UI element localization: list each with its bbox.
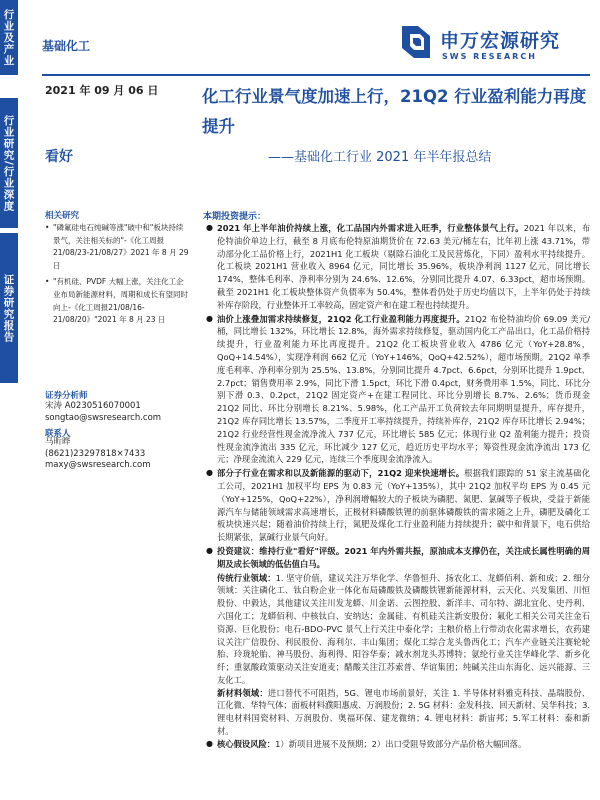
- contact-phone: (8621)23297818×7433: [45, 448, 146, 459]
- analyst-title: 证券分析师: [45, 391, 88, 401]
- point-body: 21Q2 布伦特油均价 69.09 美元/桶，同比增长 132%，环比增长 12.8%，海外需求持续修复，驱动国内化工产品出口，化工品价格持续提升，行业盈利能力环比再度提升。21Q2 化工板块营业收入 4786 亿元（YoY+28.8%，QoQ+14.54%），实现净利润 662 亿元（YoY+146%，QoQ+42.52%），超市场预期。21Q2 单季度毛利率、净利率分别为 25.5%、13.8%，分别同比提升 4.7pct、6.6pct，分别环比提升 1.9pct、2.7pct；销售费用率 2.9%，同比下滑 1.5pct，环比下滑 0.4pct，财务费用率 1.5%，同比、环比分别下滑 0.3、0.2pct，21Q2 固定资产+在建工程同比、环比分别增长 8.7%、2.6%；货币现金 21Q2 同比、环比分别增长 8.21%、5.98%，化工产品开工负荷较去年同期明显提升，库存提升，21Q2 库存同比增长 13.57%，二季度开工率持续提升，持续补库存，21Q2 库存环比增长 2.94%；21Q2 行业经营性现金流净流入 737 亿元，环比增长 585 亿元；体现行业 Q2 盈利能力提升；投资性现金流净流出 335 亿元，环比减少 127 亿元，趋近历史平均水平；筹资性现金流净流出 173 亿元；净现金流流入 229 亿元，连续三个季度现金流净流入。: [217, 313, 591, 465]
- point-body: 根据我们跟踪的 51 家主流基础化工公司，2021H1 加权平均 EPS 为 0.83 元（YoY+135%），其中 21Q2 加权平均 EPS 为 0.45 元（YoY+125%，QoQ+22%），净利润增幅较大的子板块为磷肥、氮肥、氯碱等子板块，受益于新能源汽车与储能领域需求高速增长，正极材料磷酸铁锂的前驱体磷酸铁的需求随之上升，磷肥及磷化工板块快速兴起；随着油价持续上行，氮肥及煤化工行业盈利能力持续提升；碳中和背景下，电石供给长期紧张，氯碱行业景气向好。: [217, 468, 590, 543]
- subpoint-headline: 新材料领域：: [217, 687, 268, 698]
- analyst-info: [45, 401, 195, 424]
- report-date: 2021 年 09 月 06 日: [45, 84, 159, 97]
- investment-tips-title: 本期投资提示：: [203, 212, 267, 222]
- sidebar-section-research-type: 行业研究/行业深度: [0, 98, 18, 228]
- related-research-item[interactable]: • "有机硅、PVDF 大幅上涨，关注化工企业布局新能源材料，周期和成长有望同时向上-《化工周报21/08/16-21/08/20》"2021 年 8 月 23 日: [45, 276, 190, 326]
- report-subtitle: ——基础化工行业 2021 年半年报总结: [268, 150, 492, 165]
- investment-point: [203, 738, 590, 751]
- point-headline: 2021 年上半年油价持续上涨，化工品国内外需求进入旺季，行业整体景气上行。: [217, 223, 524, 233]
- subpoint-body: 1. 坚守价值，建议关注万华化学、华鲁恒升、扬农化工、龙蟒佰利、新和成；2. 细分领域：关注磷化工、钛白粉企业一体化布局磷酸铁及磷酸铁锂新能源材料，云天化、兴发集团、川恒股份、中毅达，其他建议关注川发龙蟒、川金诺、云图控股、新洋丰、司尔特、湖北宜化、史丹利、六国化工；龙蟒佰利、中核钛白、安纳达；金属硅、有机硅关注新安股份；氟化工相关公司关注金石资源、巨化股份；电石-BDO-PVC 景气上行关注中泰化学；主粮价格上行带动农化需求增长，农药建议关注广信股份、利民股份、海利尔、丰山集团；煤化工综合龙头鲁西化工；汽车产业链关注赛轮轮胎、玲珑轮胎、神马股份、海利得、阳谷华泰；减水剂龙头苏博特；氨纶行业关注华峰化学、新乡化纤；重氨酸政策驱动关注安道麦；醋酸关注江苏索普、华谊集团；纯碱关注山东海化、远兴能源、三友化工。: [217, 572, 590, 685]
- left-sidebar: [0, 0, 18, 800]
- rating-label: 看好: [45, 149, 73, 165]
- point-body: 1）新项目进展不及预期；2）出口受阻导致部分产品价格大幅回落。: [275, 738, 527, 749]
- investment-point: [203, 545, 590, 571]
- investment-points: [203, 222, 590, 752]
- point-headline: 油价上涨叠加需求持续修复，21Q2 化工行业盈利能力再度提升。: [217, 313, 465, 324]
- logo-name-en: SWS RESEARCH: [442, 52, 537, 61]
- related-research-item[interactable]: • "磷氟硅电石纯碱等涨"破中和"板块持续景气，关注相关标的"-《化工周报21/08/23-21/08/27》2021 年 8 月 29 日: [45, 222, 190, 272]
- sidebar-section-industry: 行业及产业: [0, 0, 18, 75]
- logo-name-cn: 申万宏源研究: [440, 30, 561, 52]
- bullet-icon: ●: [206, 313, 213, 323]
- contact-title: 联系人: [45, 429, 71, 439]
- investment-point: [203, 313, 590, 467]
- related-research-list: [45, 222, 190, 331]
- analyst-email[interactable]: songtao@swsresearch.com: [45, 412, 162, 423]
- investment-point: [203, 222, 590, 312]
- contact-name: 马昕晔: [45, 437, 71, 447]
- point-body: 2021 年以来，布伦特油价单边上行，截至 8 月底布伦特原油期货价在 72.63 美元/桶左右，比年初上涨 43.71%，带动部分化工品价格上行，2021H1 化工板块（剔除石油化工及民营炼化，下同）盈利水平持续提升。化工板块 2021H1 营业收入 8964 亿元，同比增长 35.96%，板块净利润 1127 亿元，同比增长 174%，整体毛利率、净利率分别为 24.6%、12.6%，分别同比提升 4.07、6.33pct，超市场预期。截至 2021H1 化工板块整体资产负债率为 50.4%，整体看仍处于历史均值以下，上半年仍处于持续补库存阶段，行业整体开工率较高，固定资产和在建工程也持续提升。: [217, 223, 590, 310]
- point-headline: 部分子行业在需求和以及新能源的驱动下，21Q2 迎来快速增长。: [217, 468, 465, 479]
- analyst-name-cert: 宋涛 A0230516070001: [45, 401, 141, 411]
- subpoint-headline: 传统行业领域：: [217, 572, 276, 583]
- bullet-icon: ●: [206, 738, 213, 748]
- header-divider: [42, 74, 590, 76]
- point-headline: 核心假设风险：: [217, 738, 276, 749]
- sector-label: 基础化工: [42, 39, 91, 53]
- bullet-icon: ●: [206, 223, 213, 232]
- investment-subpoint: [203, 687, 590, 738]
- investment-subpoint: [203, 572, 590, 687]
- bullet-icon: ●: [206, 545, 213, 555]
- sws-logo-icon: [398, 22, 434, 62]
- sidebar-section-report: 证券研究报告: [0, 233, 18, 383]
- point-headline: 投资建议：维持行业"看好"评级。2021 年内外需共振，原油成本支撑仍在，关注成长属性明确的周期及成长领域的低估值白马。: [217, 545, 590, 569]
- investment-point: [203, 467, 590, 544]
- contact-info: [45, 437, 195, 472]
- bullet-icon: ●: [206, 468, 213, 478]
- report-title: 化工行业景气度加速上行，21Q2 行业盈利能力再度提升: [202, 87, 587, 136]
- related-research-title: 相关研究: [45, 211, 80, 221]
- subpoint-body: 进口替代不可阻挡，5G、锂电市场前景好，关注 1. 半导体材料雅克科技、晶瑞股份、江化微、华特气体；面板材料濮阳惠成、万润股份；2. 5G 材料：金发科技、回天新材、吴华科技；3. 锂电材料国瓷材料、万润股份、奥福环保、建龙微纳；4. 锂电材料：新宙邦；5.军工材料：泰和新材。: [217, 687, 590, 737]
- contact-email[interactable]: maxy@swsresearch.com: [45, 460, 151, 470]
- sws-logo: [398, 22, 588, 70]
